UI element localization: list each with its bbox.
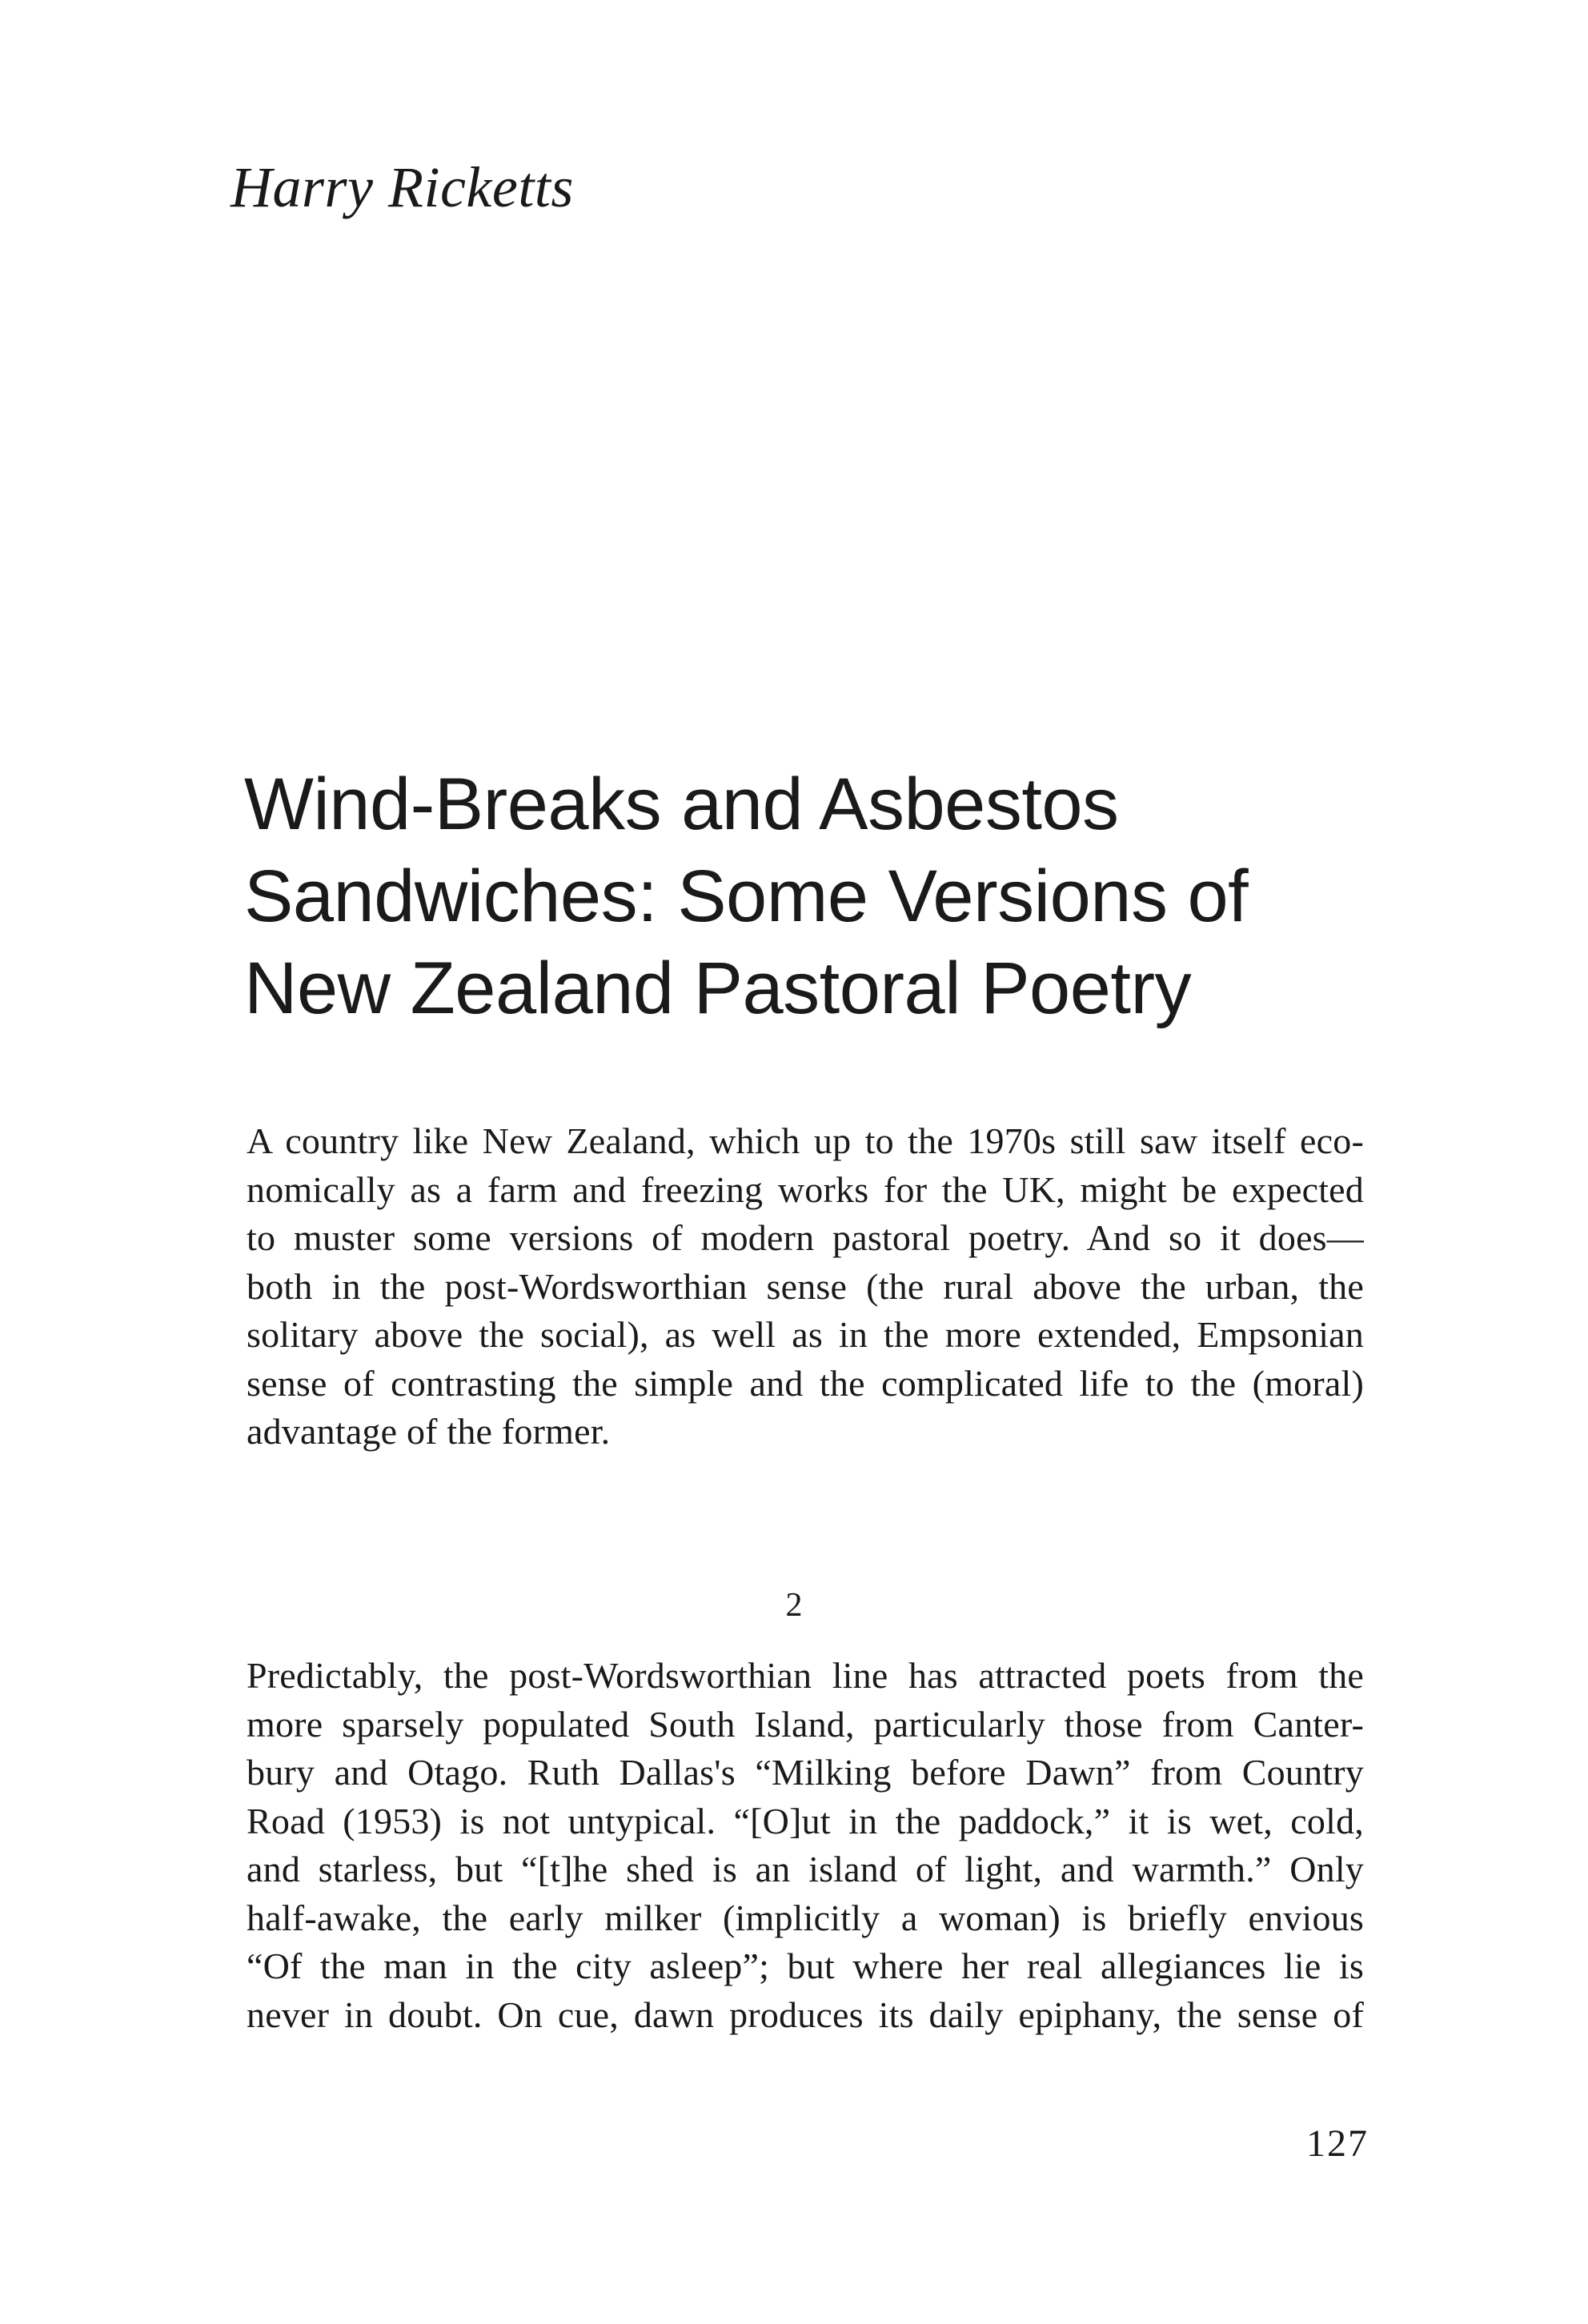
text-line: solitary above the social), as well as in the more extended, Empsonian <box>247 1314 1364 1355</box>
text-line: never in doubt. On cue, dawn produces its daily epiphany, the sense of <box>247 1993 1364 2035</box>
text-line: advantage of the former. <box>247 1411 611 1452</box>
text-line: A country like New Zealand, which up to the 1970s still saw itself eco- <box>247 1120 1364 1161</box>
text-line: both in the post-Wordsworthian sense (the rural above the urban, the <box>247 1265 1364 1307</box>
chapter-title-line: New Zealand Pastoral Poetry <box>244 948 1192 1029</box>
paragraph-section-2 <box>247 1652 1364 2039</box>
text-line: Road (1953) is not untypical. “[O]ut in the paddock,” it is wet, cold, <box>247 1800 1364 1841</box>
chapter-title <box>244 759 1405 1035</box>
page-number: 127 <box>1306 2122 1369 2165</box>
text-line: and starless, but “[t]he shed is an island of light, and warmth.” Only <box>247 1849 1364 1889</box>
text-line: half-awake, the early milker (implicitly a woman) is briefly envious <box>247 1897 1364 1938</box>
chapter-title-line: Sandwiches: Some Versions of <box>244 855 1249 937</box>
text-line: Predictably, the post-Wordsworthian line has attracted poets from the <box>247 1655 1364 1696</box>
text-line: sense of contrasting the simple and the complicated life to the (moral) <box>247 1362 1364 1404</box>
text-line: “Of the man in the city asleep”; but where her real allegiances lie is <box>247 1945 1364 1986</box>
text-line: to muster some versions of modern pastoral poetry. And so it does— <box>247 1217 1364 1258</box>
text-line: nomically as a farm and freezing works for the UK, might be expected <box>247 1168 1364 1210</box>
paragraph-intro <box>247 1117 1364 1457</box>
author-name: Harry Ricketts <box>231 155 574 219</box>
chapter-title-line: Wind-Breaks and Asbestos <box>244 763 1119 845</box>
section-number: 2 <box>785 1587 803 1624</box>
text-line: more sparsely populated South Island, particularly those from Canter- <box>247 1703 1364 1745</box>
text-line: bury and Otago. Ruth Dallas's “Milking before Dawn” from Country <box>247 1752 1364 1793</box>
